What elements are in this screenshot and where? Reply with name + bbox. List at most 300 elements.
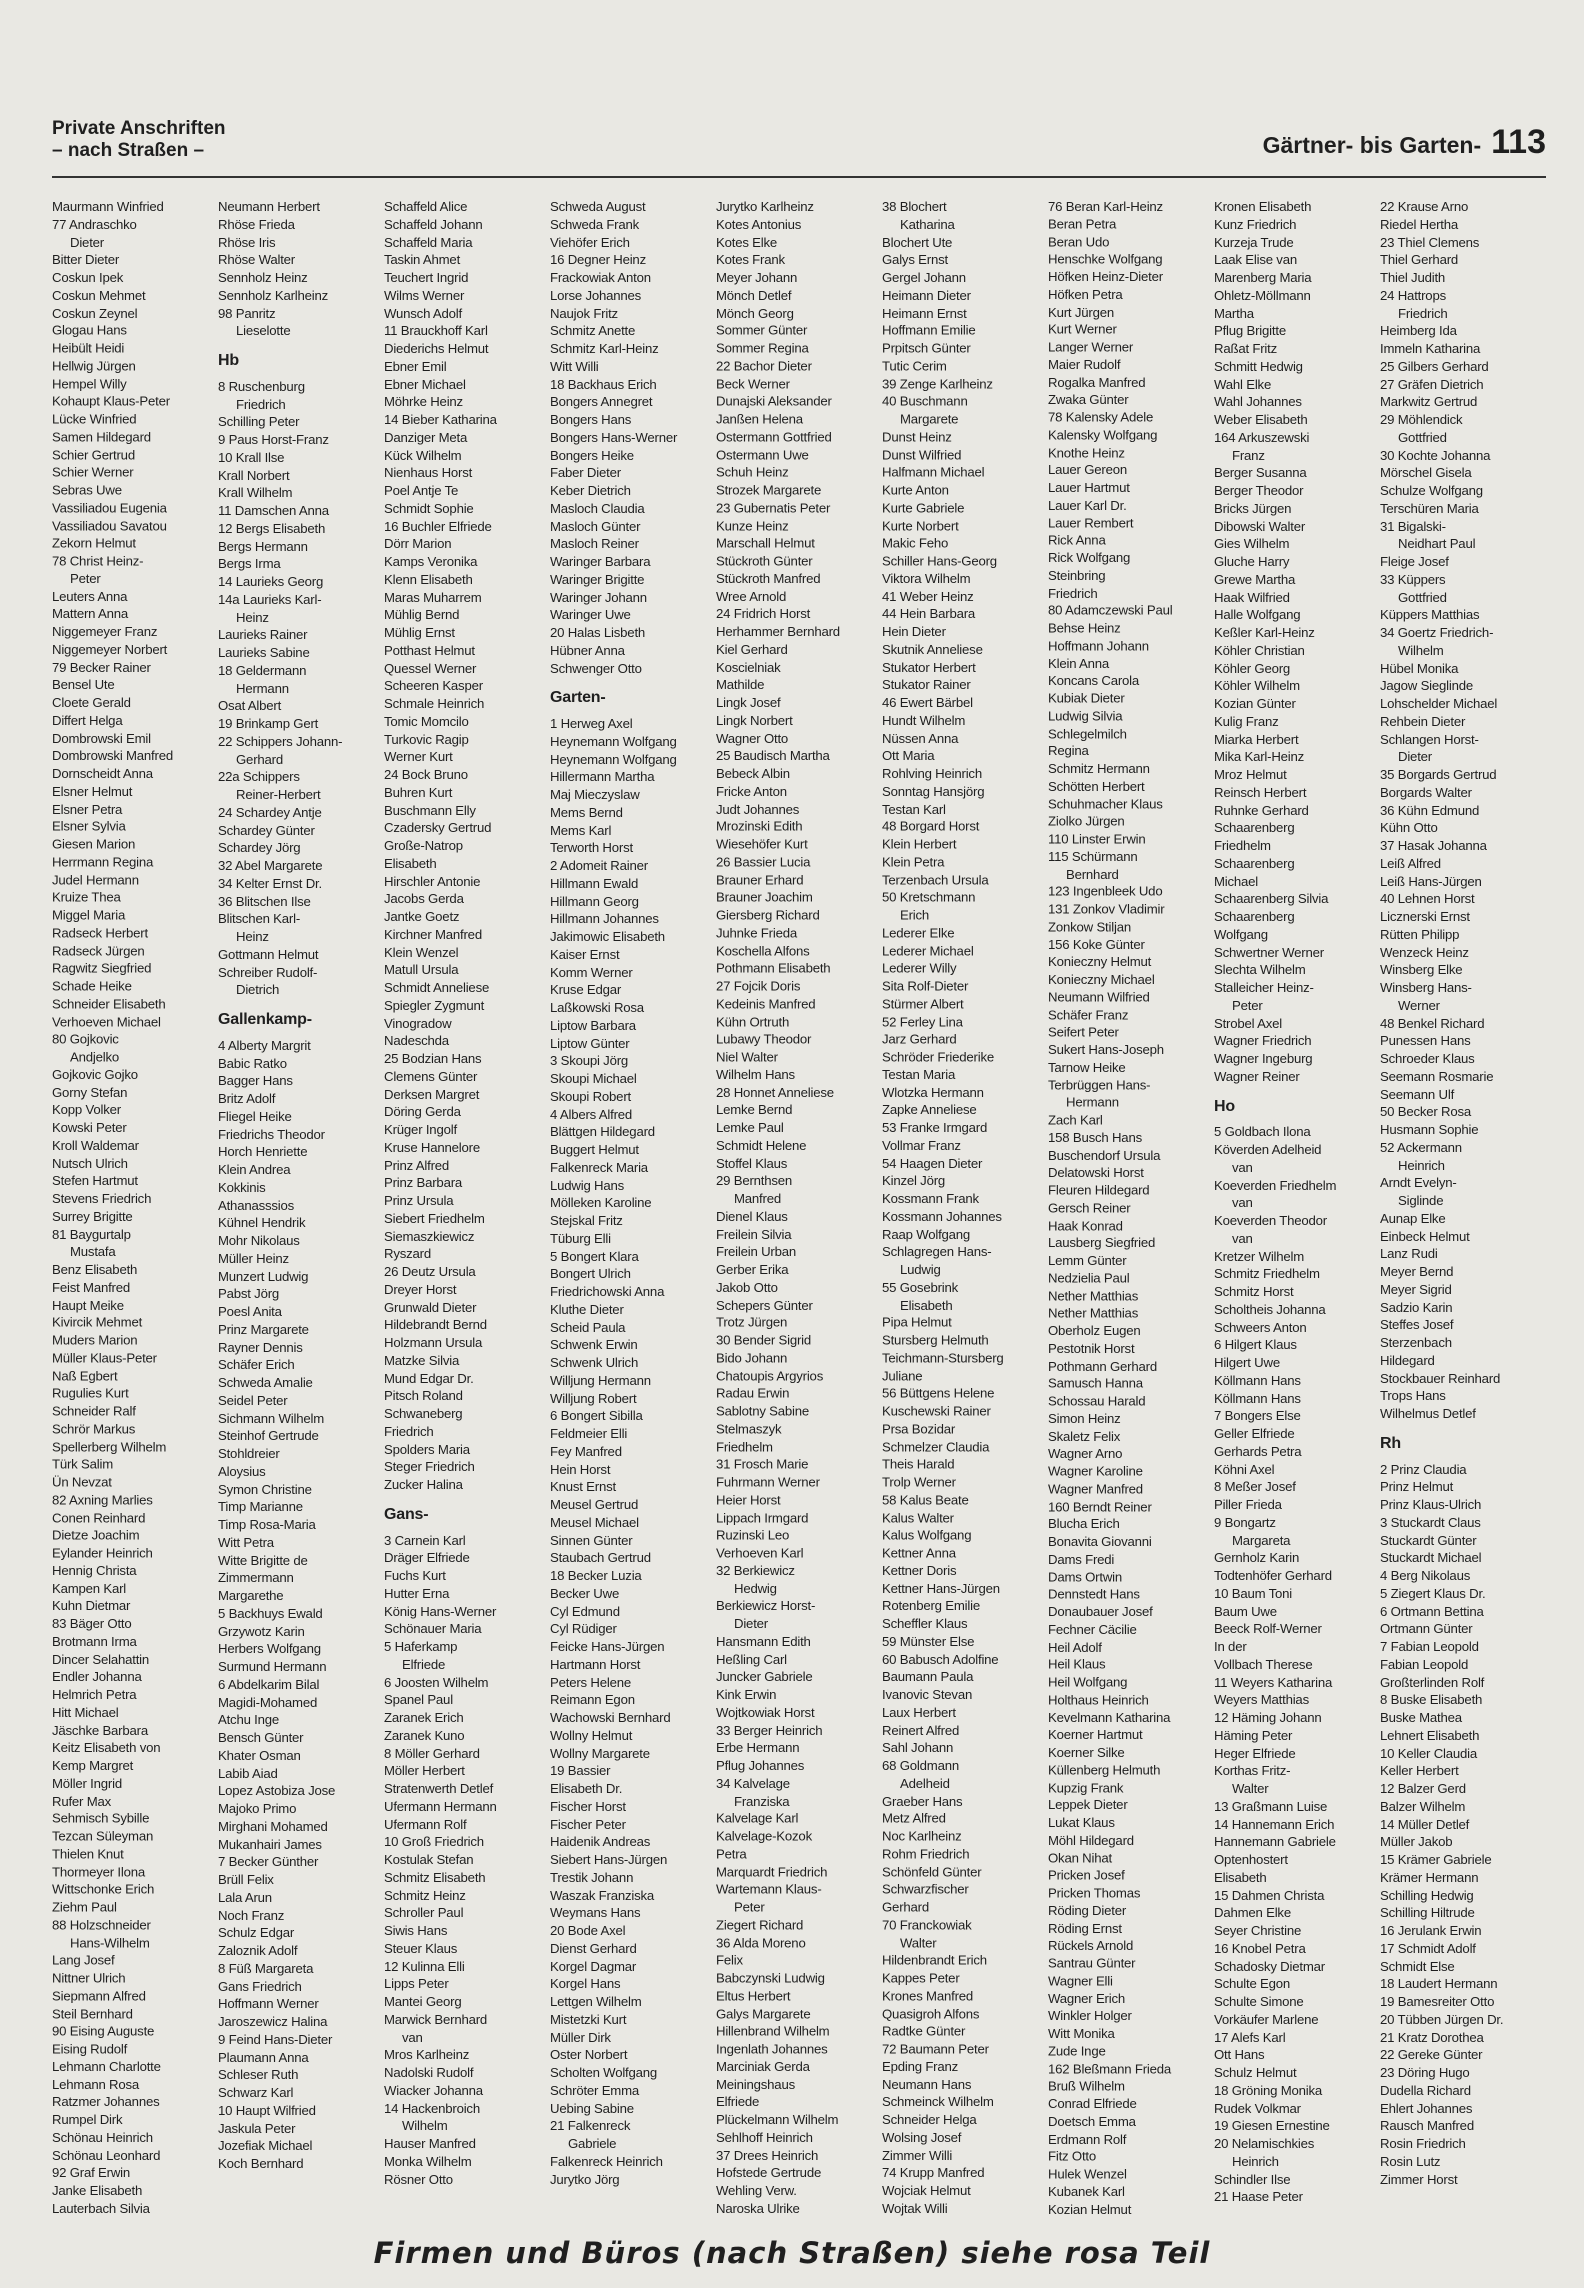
resident-entry: Wree Arnold — [716, 588, 787, 604]
resident-entry: Hillermann Martha — [550, 769, 655, 785]
resident-entry: Optenhostert — [1214, 1852, 1288, 1867]
resident-entry: Judt Johannes — [716, 801, 800, 817]
resident-entry: Tezcan Süleyman — [52, 1828, 154, 1844]
resident-entry: 79 Becker Rainer — [52, 659, 151, 675]
resident-entry: Wagner Erich — [1048, 1990, 1125, 2006]
resident-entry: Dietze Joachim — [52, 1527, 140, 1543]
resident-entry: Terbrüggen Hans- — [1048, 1077, 1151, 1093]
resident-entry: Kink Erwin — [716, 1687, 777, 1702]
resident-entry: Kotes Frank — [716, 252, 785, 268]
resident-entry: Fey Manfred — [550, 1443, 622, 1459]
resident-entry: Zimmer Willi — [882, 2147, 953, 2163]
resident-entry: Czadersky Gertrud — [384, 820, 492, 836]
resident-entry: Schmitz Friedhelm — [1214, 1266, 1320, 1282]
resident-entry: 28 Honnet Anneliese — [716, 1084, 834, 1100]
resident-entry: Heßling Carl — [716, 1651, 787, 1667]
resident-entry: Katharina — [900, 216, 955, 232]
resident-entry: Schwaneberg — [384, 1406, 463, 1421]
resident-entry: 20 Nelamischkies — [1214, 2136, 1315, 2151]
resident-entry: Erich — [900, 907, 930, 923]
resident-entry: 26 Deutz Ursula — [384, 1264, 476, 1279]
resident-entry: Liptow Günter — [550, 1035, 630, 1051]
resident-entry: 20 Halas Lisbeth — [550, 625, 646, 640]
resident-entry: Friedrich — [384, 1423, 434, 1439]
resident-entry: Döring Gerda — [384, 1104, 461, 1120]
resident-entry: Gerhard — [236, 751, 283, 767]
resident-entry: 4 Albers Alfred — [550, 1106, 633, 1122]
resident-entry: Ott Hans — [1214, 2047, 1265, 2063]
resident-entry: Bongers Hans-Werner — [550, 429, 678, 445]
resident-entry: Prinz Alfred — [384, 1157, 450, 1173]
page-header — [52, 118, 1546, 178]
resident-entry: Pricken Thomas — [1048, 1885, 1141, 1901]
resident-entry: 82 Axning Marlies — [52, 1492, 153, 1508]
resident-entry: Schlagregen Hans- — [882, 1244, 992, 1260]
page-range-block — [1263, 122, 1546, 165]
directory-column — [1048, 198, 1214, 2217]
resident-entry: Fleuren Hildegard — [1048, 1182, 1150, 1198]
resident-entry: Wagner Arno — [1048, 1446, 1123, 1462]
resident-entry: Ufermann Hermann — [384, 1798, 497, 1814]
resident-entry: Waringer Uwe — [550, 607, 631, 623]
resident-entry: 14 Bieber Katharina — [384, 412, 497, 427]
resident-entry: Ohletz-Möllmann — [1214, 287, 1311, 303]
resident-entry: Schönau Heinrich — [52, 2129, 153, 2145]
resident-entry: Köhler Georg — [1214, 660, 1291, 676]
resident-entry: Röding Ernst — [1048, 1920, 1122, 1936]
resident-entry: Donaubauer Josef — [1048, 1604, 1153, 1620]
resident-entry: Glogau Hans — [52, 322, 127, 338]
resident-entry: Neumann Herbert — [218, 199, 320, 214]
resident-entry: Kampen Karl — [52, 1580, 127, 1596]
resident-entry: Bongert Ulrich — [550, 1266, 631, 1282]
resident-entry: Erdmann Rolf — [1048, 2131, 1127, 2147]
resident-entry: Kalensky Wolfgang — [1048, 427, 1158, 443]
resident-entry: Koschella Alfons — [716, 943, 810, 958]
resident-entry: Frackowiak Anton — [550, 270, 651, 285]
resident-entry: 3 Skoupi Jörg — [550, 1053, 629, 1069]
resident-entry: Stoffel Klaus — [716, 1155, 788, 1171]
resident-entry: Elsner Sylvia — [52, 819, 126, 834]
resident-entry: Wiesehöfer Kurt — [716, 836, 808, 852]
resident-entry: Stürmer Albert — [882, 996, 964, 1012]
resident-entry: Terzenbach Ursula — [882, 872, 989, 888]
resident-entry: Petra — [716, 1846, 747, 1862]
resident-entry: Steil Bernhard — [52, 2005, 133, 2021]
resident-entry: Wagner Elli — [1048, 1973, 1113, 1989]
resident-entry: Reinsch Herbert — [1214, 784, 1307, 800]
resident-entry: Wojtak Willi — [882, 2200, 948, 2216]
resident-entry: Mühlig Ernst — [384, 625, 455, 640]
directory-column — [1214, 198, 1380, 2218]
resident-entry: Fliegel Heike — [218, 1108, 292, 1124]
resident-entry: 18 Geldermann — [218, 662, 307, 678]
resident-entry: Schmitz Hermann — [1048, 761, 1150, 776]
directory-column — [1380, 198, 1546, 2218]
resident-entry: Kozian Günter — [1214, 696, 1296, 711]
resident-entry: Pitsch Roland — [384, 1388, 463, 1404]
resident-entry: 9 Feind Hans-Dieter — [218, 2031, 333, 2047]
resident-entry: Schmale Heinrich — [384, 696, 485, 711]
resident-entry: Koerner Silke — [1048, 1744, 1125, 1760]
resident-entry: Kalvelage-Kozok — [716, 1828, 812, 1844]
resident-entry: Ortmann Günter — [1380, 1621, 1473, 1637]
resident-entry: Lipps Peter — [384, 1976, 449, 1992]
resident-entry: Bagger Hans — [218, 1073, 293, 1089]
resident-entry: Rösner Otto — [384, 2171, 453, 2187]
resident-entry: Lausberg Siegfried — [1048, 1235, 1156, 1251]
resident-entry: Kühnel Hendrik — [218, 1215, 306, 1231]
resident-entry: Friedhelm — [1214, 838, 1271, 853]
resident-entry: Elsner Petra — [52, 801, 123, 817]
resident-entry: Schaffeld Alice — [384, 199, 468, 214]
section-title-line1: Private Anschriften — [52, 118, 226, 139]
resident-entry: Kivircik Mehmet — [52, 1315, 143, 1330]
resident-entry: Rick Wolfgang — [1048, 550, 1131, 566]
resident-entry: Eising Rudolf — [52, 2041, 128, 2057]
resident-entry: Lopez Astobiza Jose — [218, 1783, 336, 1799]
resident-entry: Hillenbrand Wilhelm — [716, 2023, 830, 2039]
resident-entry: Regina — [1048, 743, 1089, 759]
resident-entry: Ludwig Silvia — [1048, 708, 1123, 724]
resident-entry: Wunsch Adolf — [384, 305, 462, 321]
resident-entry: 29 Bernthsen — [716, 1173, 793, 1189]
resident-entry: Skutnik Anneliese — [882, 641, 983, 657]
resident-entry: Bitter Dieter — [52, 252, 120, 268]
resident-entry: Heimann Dieter — [882, 287, 971, 303]
resident-entry: Rayner Dennis — [218, 1339, 303, 1355]
resident-entry: Falkenreck Maria — [550, 1159, 648, 1175]
resident-entry: Einbeck Helmut — [1380, 1228, 1470, 1244]
resident-entry: Kulig Franz — [1214, 713, 1279, 729]
resident-entry: Ratzmer Johannes — [52, 2094, 160, 2110]
resident-entry: 52 Ferley Lina — [882, 1013, 963, 1029]
resident-entry: Aunap Elke — [1380, 1210, 1446, 1226]
resident-entry: Koeverden Friedhelm — [1214, 1177, 1337, 1193]
resident-entry: 160 Berndt Reiner — [1048, 1498, 1152, 1514]
resident-entry: 33 Küppers — [1380, 571, 1446, 587]
resident-entry: 18 Becker Luzia — [550, 1568, 642, 1583]
resident-entry: 14 Laurieks Georg — [218, 574, 324, 589]
resident-entry: Schwenger Otto — [550, 660, 642, 676]
resident-entry: Buggert Helmut — [550, 1142, 639, 1157]
resident-entry: Falkenreck Heinrich — [550, 2153, 663, 2169]
resident-entry: Reimann Egon — [550, 1692, 635, 1708]
resident-entry: Sterzenbach — [1380, 1335, 1452, 1350]
resident-entry: Heimann Ernst — [882, 305, 967, 321]
resident-entry: 6 Joosten Wilhelm — [384, 1674, 489, 1690]
resident-entry: 48 Borgard Horst — [882, 819, 980, 834]
resident-entry: Jakimowic Elisabeth — [550, 929, 665, 944]
resident-entry: Hildenbrandt Erich — [882, 1952, 987, 1968]
resident-entry: Rehbein Dieter — [1380, 713, 1466, 729]
resident-entry: 24 Hattrops — [1380, 287, 1446, 303]
resident-entry: Heynemann Wolfgang — [550, 733, 677, 749]
resident-entry: Feist Manfred — [52, 1279, 131, 1295]
resident-entry: Cyl Rüdiger — [550, 1621, 617, 1637]
resident-entry: 12 Bergs Elisabeth — [218, 520, 326, 536]
resident-entry: Köhler Wilhelm — [1214, 678, 1300, 694]
resident-entry: Schweers Anton — [1214, 1319, 1307, 1335]
resident-entry: Fischer Horst — [550, 1798, 626, 1814]
resident-entry: Sennholz Heinz — [218, 270, 308, 285]
resident-entry: Reinert Alfred — [882, 1722, 960, 1738]
resident-entry: 20 Tübben Jürgen Dr. — [1380, 2011, 1504, 2027]
resident-entry: Rick Anna — [1048, 532, 1106, 548]
resident-entry: 16 Jerulank Erwin — [1380, 1923, 1482, 1938]
resident-entry: Santrau Günter — [1048, 1955, 1136, 1971]
resident-entry: Stukator Rainer — [882, 677, 971, 693]
resident-entry: Müller Klaus-Peter — [52, 1350, 157, 1366]
street-heading: Gans- — [384, 1505, 429, 1523]
resident-entry: 59 Münster Else — [882, 1633, 975, 1649]
resident-entry: Hübner Anna — [550, 642, 625, 658]
resident-entry: Witt Willi — [550, 358, 599, 374]
street-heading: Garten- — [550, 689, 606, 707]
resident-entry: Babczynski Ludwig — [716, 1970, 825, 1986]
resident-entry: Metz Alfred — [882, 1811, 946, 1826]
resident-entry: Skaletz Felix — [1048, 1428, 1121, 1444]
header-rule — [52, 176, 1546, 178]
resident-entry: Timp Rosa-Maria — [218, 1517, 316, 1532]
resident-entry: 55 Gosebrink — [882, 1279, 959, 1295]
resident-entry: Waringer Johann — [550, 589, 647, 605]
resident-entry: Mistetzki Kurt — [550, 2011, 627, 2027]
resident-entry: Haak Wilfried — [1214, 589, 1290, 605]
resident-entry: Möhl Hildegard — [1048, 1832, 1134, 1848]
resident-entry: Sehmisch Sybille — [52, 1811, 150, 1826]
resident-entry: Hilgert Uwe — [1214, 1355, 1280, 1370]
resident-entry: Fischer Peter — [550, 1816, 626, 1832]
resident-entry: Schardey Günter — [218, 822, 315, 838]
resident-entry: Dieter — [70, 234, 104, 250]
resident-entry: 22 Krause Arno — [1380, 199, 1469, 214]
resident-entry: 24 Schardey Antje — [218, 804, 322, 820]
resident-entry: Conen Reinhard — [52, 1509, 146, 1525]
resident-entry: Stefen Hartmut — [52, 1173, 138, 1189]
resident-entry: Schweda Amalie — [218, 1375, 313, 1390]
resident-entry: Kaiser Ernst — [550, 946, 620, 962]
resident-entry: Lemm Günter — [1048, 1253, 1127, 1268]
resident-entry: Prinz Helmut — [1380, 1479, 1454, 1495]
resident-entry: Hoffmann Emilie — [882, 322, 976, 338]
resident-entry: Konieczny Helmut — [1048, 954, 1152, 970]
resident-entry: Knothe Heinz — [1048, 444, 1125, 460]
resident-entry: Ruzinski Leo — [716, 1527, 790, 1543]
resident-entry: Laurieks Rainer — [218, 627, 308, 643]
resident-entry: Raßat Fritz — [1214, 341, 1278, 356]
resident-entry: 162 Bleßmann Frieda — [1048, 2061, 1172, 2076]
resident-entry: Schwertner Werner — [1214, 944, 1324, 960]
resident-entry: Thormeyer Ilona — [52, 1864, 146, 1880]
resident-entry: Pestotnik Horst — [1048, 1340, 1135, 1356]
resident-entry: Mantei Georg — [384, 1994, 462, 2009]
resident-entry: Mros Karlheinz — [384, 2047, 470, 2063]
resident-entry: Lubawy Theodor — [716, 1031, 812, 1047]
resident-entry: Kück Wilhelm — [384, 447, 462, 463]
resident-entry: Arndt Evelyn- — [1380, 1175, 1457, 1191]
resident-entry: Keßler Karl-Heinz — [1214, 625, 1315, 640]
resident-entry: Heil Adolf — [1048, 1639, 1102, 1655]
resident-entry: Wollny Margarete — [550, 1745, 650, 1761]
directory-column — [716, 198, 882, 2214]
resident-entry: Mönch Georg — [716, 305, 794, 321]
resident-entry: Dombrowski Manfred — [52, 748, 173, 764]
resident-entry: Dincer Selahattin — [52, 1651, 150, 1667]
resident-entry: Niggemeyer Norbert — [52, 641, 168, 657]
resident-entry: Brotmann Irma — [52, 1633, 137, 1649]
resident-entry: Wilhelm Hans — [716, 1067, 795, 1082]
resident-entry: Zaranek Erich — [384, 1710, 464, 1725]
resident-entry: Chatoupis Argyrios — [716, 1368, 824, 1384]
resident-entry: Piller Frieda — [1214, 1497, 1282, 1512]
resident-entry: Koncans Carola — [1048, 673, 1140, 689]
resident-entry: Schweda Frank — [550, 216, 640, 232]
resident-entry: Endler Johanna — [52, 1669, 142, 1685]
resident-entry: Jurytko Jörg — [550, 2171, 620, 2187]
resident-entry: Zwaka Günter — [1048, 392, 1129, 408]
resident-entry: Klein Anna — [1048, 655, 1110, 671]
resident-entry: Schönauer Maria — [384, 1621, 482, 1637]
resident-entry: Lehnert Elisabeth — [1380, 1727, 1480, 1743]
resident-entry: Rohlving Heinrich — [882, 765, 982, 781]
resident-entry: 8 Füß Margareta — [218, 1960, 314, 1976]
resident-entry: Rosin Friedrich — [1380, 2136, 1466, 2151]
resident-entry: Freilein Urban — [716, 1244, 797, 1260]
resident-entry: Ostermann Gottfried — [716, 429, 832, 445]
resident-entry: Grzywotz Karin — [218, 1623, 305, 1639]
resident-entry: Meiningshaus — [716, 2076, 795, 2092]
resident-entry: Scholten Wolfgang — [550, 2065, 658, 2080]
resident-entry: 17 Schmidt Adolf — [1380, 1940, 1476, 1956]
resident-entry: 6 Bongert Sibilla — [550, 1408, 643, 1424]
resident-entry: Maurmann Winfried — [52, 198, 164, 214]
resident-entry: Nienhaus Horst — [384, 465, 473, 481]
resident-entry: Gottfried — [1398, 589, 1447, 605]
resident-entry: 15 Dahmen Christa — [1214, 1887, 1325, 1903]
resident-entry: Schulte Simone — [1214, 1994, 1304, 2009]
resident-entry: Rhöse Iris — [218, 234, 276, 250]
directory-column — [218, 198, 384, 2218]
resident-entry: Lanz Rudi — [1380, 1246, 1438, 1262]
resident-entry: Jäschke Barbara — [52, 1722, 148, 1738]
resident-entry: Diederichs Helmut — [384, 341, 489, 356]
resident-entry: Heinz — [236, 609, 269, 625]
resident-entry: 3 Carnein Karl — [384, 1532, 466, 1548]
resident-entry: Masloch Günter — [550, 518, 641, 534]
resident-entry: Wagner Manfred — [1048, 1481, 1143, 1497]
resident-entry: Scheffler Klaus — [882, 1616, 968, 1632]
resident-entry: Schmidt Anneliese — [384, 980, 490, 995]
resident-entry: Schröder Friederike — [882, 1049, 995, 1065]
resident-entry: Höfken Petra — [1048, 286, 1123, 302]
resident-entry: Konieczny Michael — [1048, 971, 1155, 987]
resident-entry: 31 Frosch Marie — [716, 1456, 809, 1472]
resident-entry: Heibült Heidi — [52, 340, 125, 356]
resident-entry: 6 Hilgert Klaus — [1214, 1337, 1297, 1353]
resident-entry: Müller Heinz — [218, 1250, 289, 1266]
resident-entry: Neidhart Paul — [1398, 536, 1476, 552]
resident-entry: Prinz Margarete — [218, 1321, 309, 1337]
resident-entry: Türk Salim — [52, 1456, 114, 1472]
resident-entry: Osat Albert — [218, 698, 282, 714]
resident-entry: 2 Prinz Claudia — [1380, 1461, 1467, 1477]
resident-entry: Berkiewicz Horst- — [716, 1598, 816, 1614]
resident-entry: Lederer Willy — [882, 960, 957, 976]
resident-entry: Thiel Gerhard — [1380, 252, 1459, 268]
resident-entry: 56 Büttgens Helene — [882, 1385, 995, 1401]
resident-entry: Matull Ursula — [384, 962, 459, 978]
resident-entry: Hildebrandt Bernd — [384, 1317, 487, 1333]
resident-entry: Clemens Günter — [384, 1068, 478, 1084]
resident-entry: Magidi-Mohamed — [218, 1694, 318, 1710]
resident-entry: Mönch Detlef — [716, 287, 792, 303]
resident-entry: Schrör Markus — [52, 1421, 136, 1437]
resident-entry: Schleser Ruth — [218, 2067, 299, 2083]
resident-entry: Koerner Hartmut — [1048, 1727, 1143, 1743]
resident-entry: Dienel Klaus — [716, 1208, 788, 1224]
directory-columns — [52, 198, 1552, 2218]
resident-entry: Stohldreier — [218, 1446, 280, 1461]
section-title-line2: – nach Straßen – — [52, 140, 205, 161]
resident-entry: Benz Elisabeth — [52, 1261, 138, 1277]
resident-entry: Behse Heinz — [1048, 620, 1121, 636]
resident-entry: Heier Horst — [716, 1492, 781, 1508]
resident-entry: 25 Bodzian Hans — [384, 1051, 482, 1066]
resident-entry: Schuh Heinz — [716, 464, 789, 480]
resident-entry: Rufer Max — [52, 1793, 112, 1809]
resident-entry: Brauner Erhard — [716, 872, 804, 888]
resident-entry: 36 Blitschen Ilse — [218, 893, 311, 909]
resident-entry: Pipa Helmut — [882, 1315, 952, 1330]
resident-entry: Ivanovic Stevan — [882, 1687, 973, 1702]
resident-entry: Kowski Peter — [52, 1120, 127, 1136]
resident-entry: 88 Holzschneider — [52, 1917, 151, 1933]
resident-entry: Lehmann Rosa — [52, 2076, 140, 2092]
resident-entry: Immeln Katharina — [1380, 341, 1481, 356]
resident-entry: Kurte Norbert — [882, 517, 959, 533]
resident-entry: Lukat Klaus — [1048, 1815, 1115, 1831]
resident-entry: Margarete — [900, 411, 959, 427]
resident-entry: 32 Berkiewicz — [716, 1563, 795, 1578]
resident-entry: 17 Alefs Karl — [1214, 2029, 1286, 2045]
resident-entry: Sinnen Günter — [550, 1532, 633, 1548]
resident-entry: Buske Mathea — [1380, 1710, 1462, 1725]
resident-entry: Heinz — [236, 929, 269, 944]
resident-entry: Schilling Peter — [218, 414, 300, 430]
resident-entry: 80 Gojkovic — [52, 1031, 119, 1047]
resident-entry: Trestik Johann — [550, 1869, 634, 1885]
resident-entry: 11 Weyers Katharina — [1214, 1674, 1333, 1690]
resident-entry: 12 Balzer Gerd — [1380, 1781, 1466, 1796]
resident-entry: Schmidt Sophie — [384, 500, 474, 516]
resident-entry: Schardey Jörg — [218, 840, 301, 856]
resident-entry: Weyers Matthias — [1214, 1692, 1309, 1708]
resident-entry: Sita Rolf-Dieter — [882, 978, 969, 994]
resident-entry: 15 Krämer Gabriele — [1380, 1852, 1492, 1867]
resident-entry: Hansmann Edith — [716, 1633, 811, 1649]
resident-entry: Möller Ingrid — [52, 1775, 122, 1791]
resident-entry: Schweda August — [550, 199, 646, 214]
resident-entry: Lingk Norbert — [716, 712, 793, 728]
resident-entry: 52 Ackermann — [1380, 1139, 1462, 1155]
resident-entry: Jagow Sieglinde — [1380, 678, 1474, 694]
resident-entry: Pabst Jörg — [218, 1286, 280, 1302]
section-title — [52, 118, 226, 162]
resident-entry: Schmeinck Wilhelm — [882, 2094, 994, 2110]
resident-entry: Sebras Uwe — [52, 482, 122, 498]
resident-entry: Lohschelder Michael — [1380, 696, 1498, 711]
